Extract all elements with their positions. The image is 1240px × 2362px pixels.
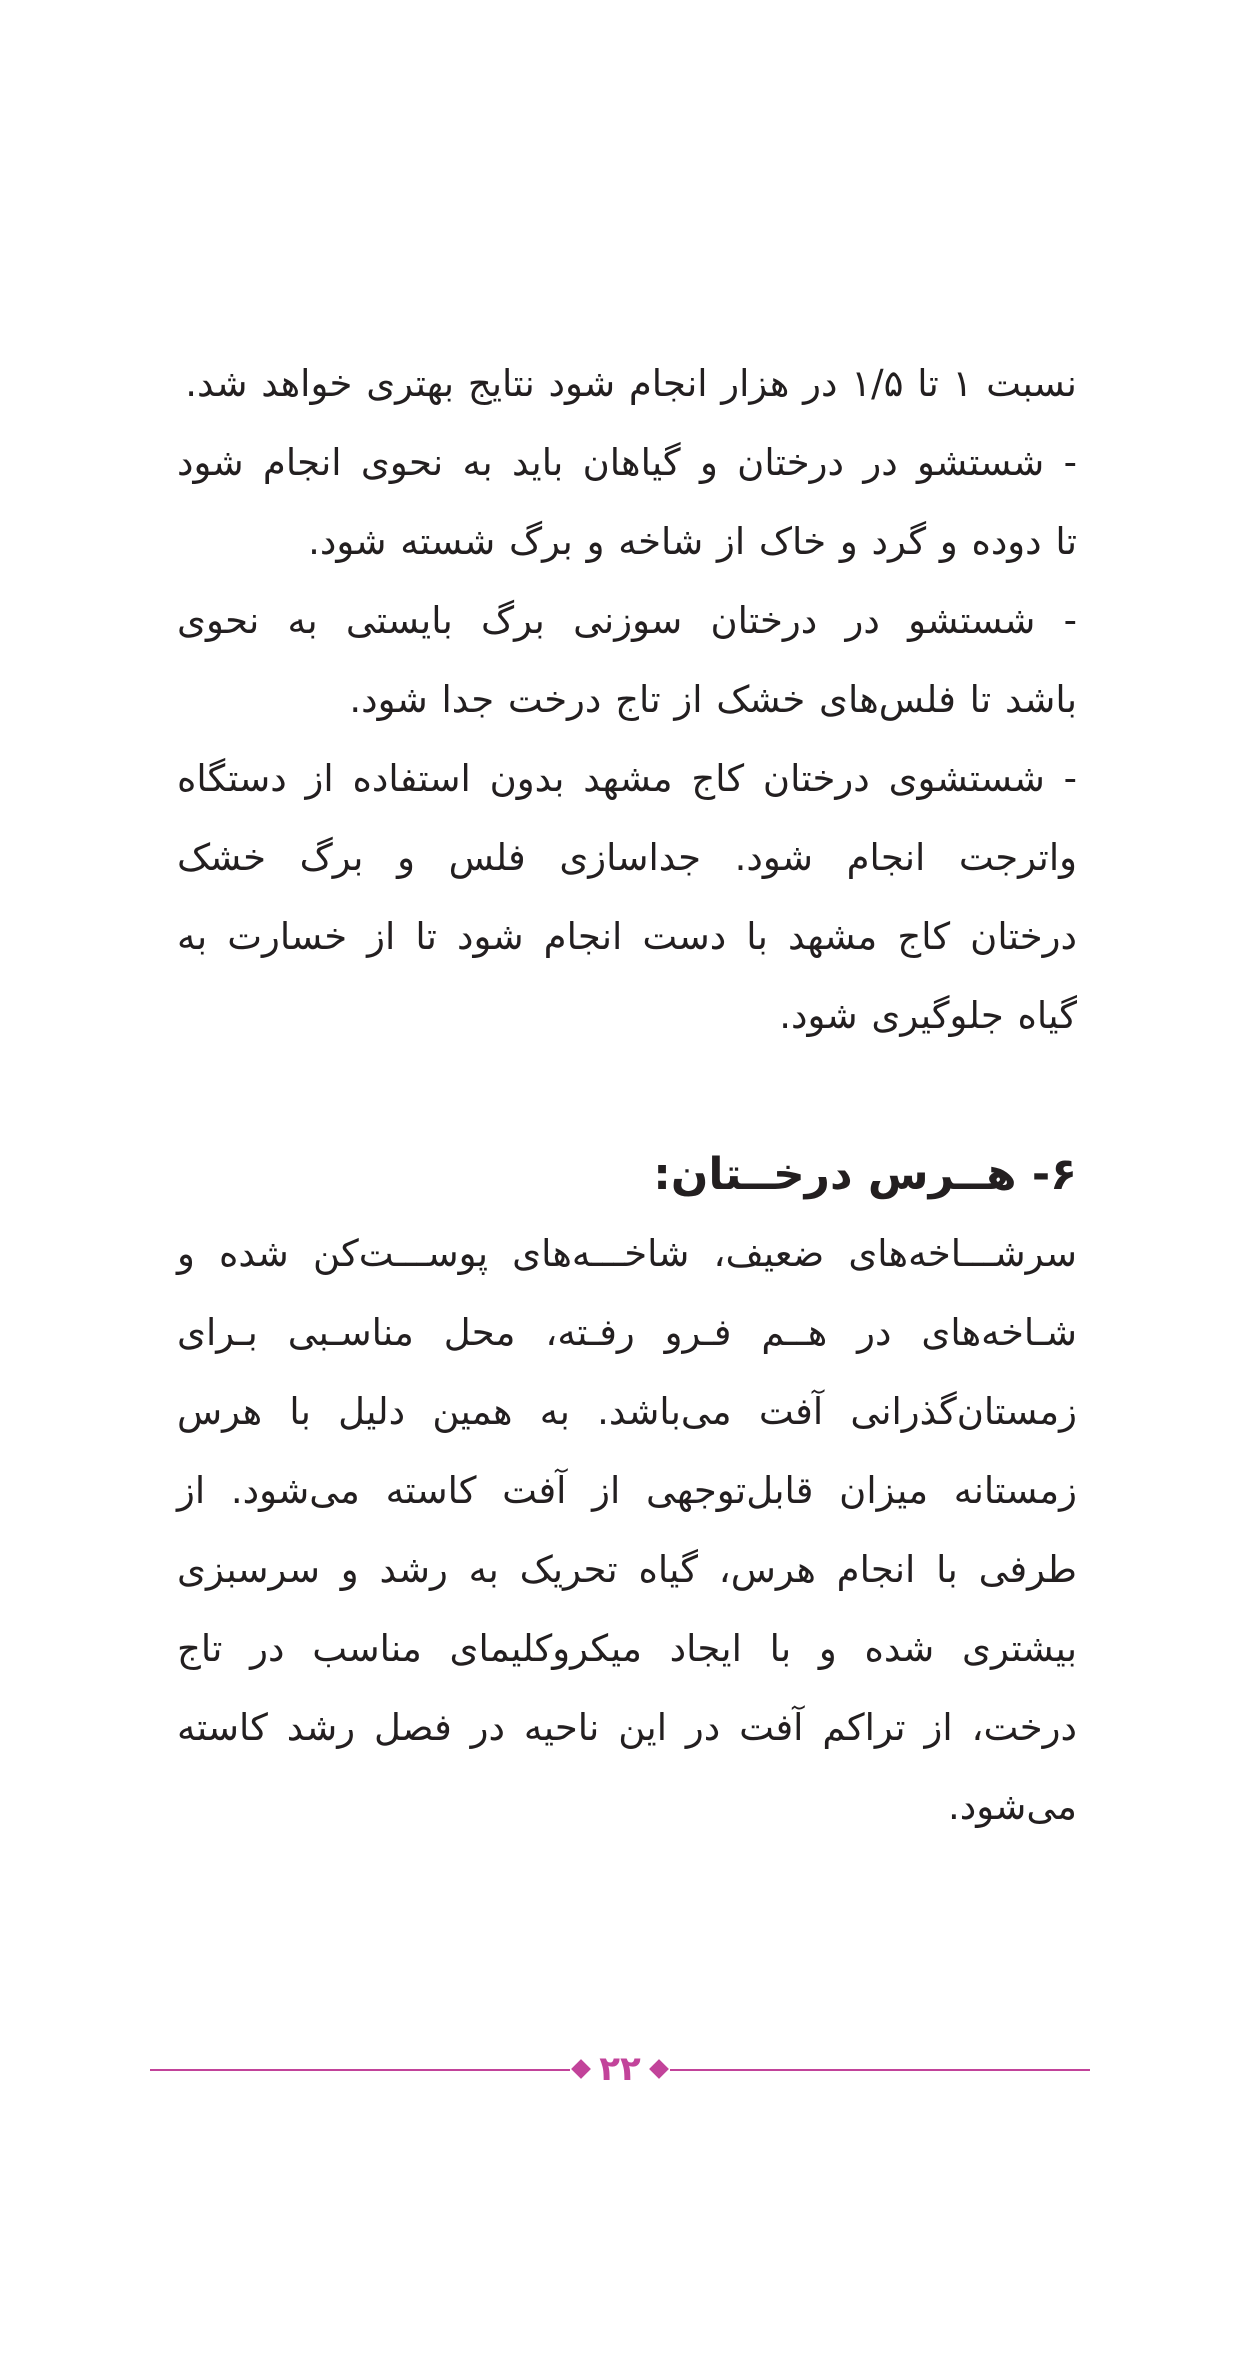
text-line: - شستشو در درختان و گیاهان باید به نحوی انجام شود <box>177 441 1077 484</box>
text-line: نسبت ۱ تا ۱/۵ در هزار انجام شود نتایج بهتری خواهد شد. <box>185 362 1077 405</box>
text-line: شـاخه‌های در هــم فـرو رفـته، محل مناسـبی بـرای <box>177 1311 1077 1354</box>
paragraph-block-pruning <box>177 1214 1077 1846</box>
paragraph-block-washing <box>177 344 1077 1055</box>
text-line: باشد تا فلس‌های خشک از تاج درخت جدا شود. <box>349 678 1077 721</box>
text-line: سرشـــاخه‌های ضعیف، شاخـــه‌های پوســـت‌کن شده و <box>177 1232 1077 1275</box>
text-line: زمستان‌گذرانی آفت می‌باشد. به همین دلیل با هرس <box>177 1390 1077 1433</box>
text-line: طرفی با انجام هرس، گیاه تحریک به رشد و سرسبزی <box>177 1548 1077 1591</box>
text-line: زمستانه میزان قابل‌توجهی از آفت کاسته می‌شود. از <box>177 1469 1077 1512</box>
text-line: - شستشوی درختان کاج مشهد بدون استفاده از دستگاه <box>177 757 1077 800</box>
text-line: واترجت انجام شود. جداسازی فلس و برگ خشک <box>177 836 1077 879</box>
page-number: ۲۲ <box>599 2049 641 2089</box>
text-line: درختان کاج مشهد با دست انجام شود تا از خسارت به <box>177 915 1077 958</box>
diamond-icon <box>649 2059 669 2079</box>
diamond-icon <box>571 2059 591 2079</box>
section-heading: ۶- هــرس درخــتان: <box>653 1149 1077 1200</box>
footer-divider-right <box>670 2069 1090 2071</box>
text-line: می‌شود. <box>947 1785 1077 1828</box>
text-line: گیاه جلوگیری شود. <box>779 994 1077 1037</box>
text-line: بیشتری شده و با ایجاد میکروکلیمای مناسب در تاج <box>177 1627 1077 1670</box>
text-line: درخت، از تراکم آفت در این ناحیه در فصل رشد کاسته <box>177 1706 1077 1749</box>
footer-divider-left <box>150 2069 570 2071</box>
text-line: تا دوده و گرد و خاک از شاخه و برگ شسته شود. <box>308 520 1077 563</box>
page-footer <box>150 2050 1090 2090</box>
text-line: - شستشو در درختان سوزنی برگ بایستی به نحوی <box>177 599 1077 642</box>
